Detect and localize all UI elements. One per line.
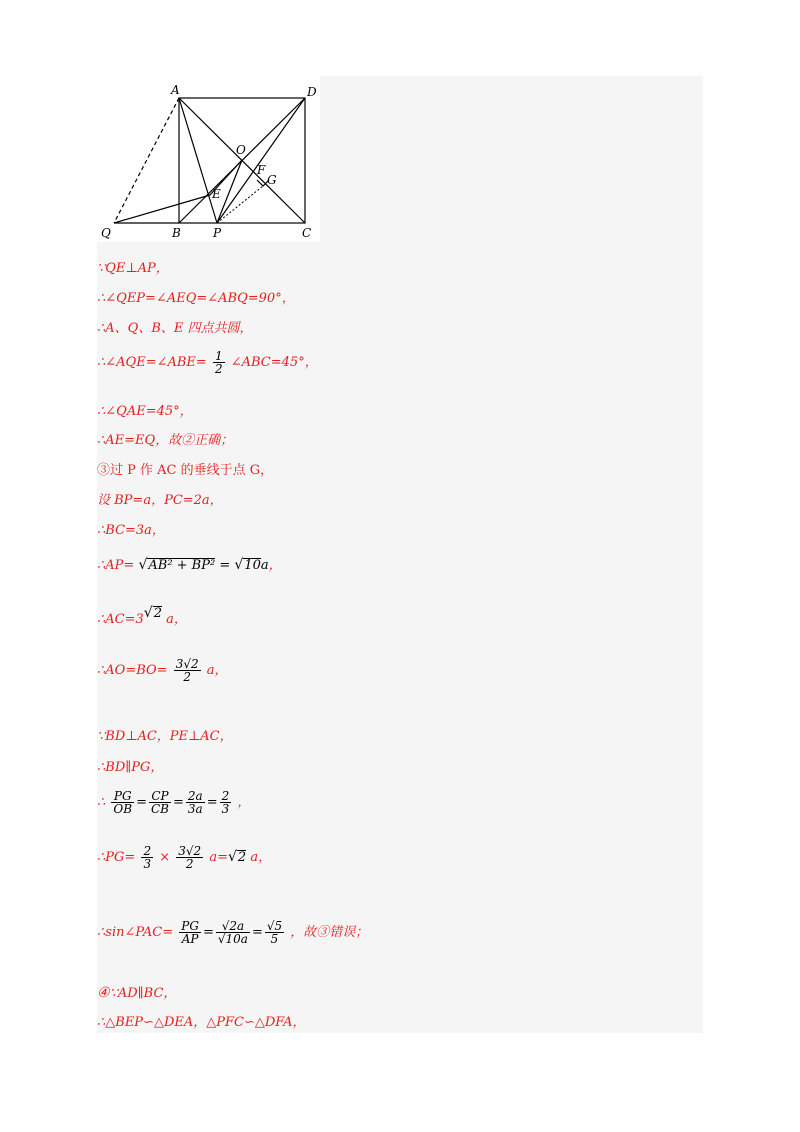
line-2: ∴∠QEP=∠AEQ=∠ABQ=90°， <box>97 291 295 306</box>
line-6: ∴AE=EQ，故②正确； <box>97 433 234 448</box>
fraction-den: OB <box>113 802 133 816</box>
line-16-pre: ∴PG= <box>97 850 136 865</box>
fraction-den: 2 <box>185 857 194 871</box>
line-17-pre: ∴sin∠PAC= <box>97 925 174 940</box>
fraction-pg-ob <box>111 790 134 815</box>
line-19: ∴△BEP∽△DEA，△PFC∽△DFA， <box>97 1015 306 1030</box>
fraction-2-3 <box>141 845 153 870</box>
line-15-pre: ∴ <box>97 795 106 810</box>
sqrt-symbol: √ <box>227 849 237 865</box>
label-g: G <box>267 173 277 187</box>
line-18 <box>97 986 176 1000</box>
line-15-post: ， <box>237 795 251 810</box>
sqrt-10: 10 <box>244 558 261 573</box>
fraction-ao <box>174 658 201 683</box>
line-12-post: a， <box>206 663 228 678</box>
line-4-pre: ∴∠AQE=∠ABE= <box>97 355 207 370</box>
sqrt-symbol: √ <box>234 557 244 573</box>
fraction-pg-ap <box>179 920 201 945</box>
fraction-rt5-5 <box>265 920 284 945</box>
line-7: ③过 P 作 AC 的垂线于点 G， <box>97 463 274 478</box>
line-9: ∴BC=3a， <box>97 523 165 538</box>
line-8: 设 BP=a，PC=2a， <box>97 493 223 508</box>
label-d: D <box>307 85 317 99</box>
fraction-rt2a-rt10a <box>216 920 250 945</box>
fraction-num: PG <box>181 919 199 933</box>
line-4-post: ∠ABC=45°， <box>230 355 318 370</box>
fraction-2-3 <box>220 790 232 815</box>
fraction-den: CB <box>150 802 169 816</box>
geometry-figure <box>97 76 320 242</box>
line-16-mid: a= <box>209 850 228 865</box>
sqrt-symbol: √ <box>143 605 153 621</box>
fraction-2a-3a <box>186 790 205 815</box>
line-3: ∴A、Q、B、E 四点共圆， <box>97 321 253 336</box>
line-16-post: a， <box>250 850 272 865</box>
times-sign: × <box>159 850 171 865</box>
line-11-post: a， <box>166 612 187 627</box>
line-10-post: ， <box>268 558 282 573</box>
fraction-num: 1 <box>214 349 223 363</box>
line-12 <box>97 658 228 683</box>
line-17: ∴sin∠PAC= $\frac{PG}{AP}$ = $\frac{√2a}{√10a}$ = $\frac{√5}{5}$ ，故③错误； <box>97 919 369 946</box>
fraction-num: √5 <box>266 919 283 933</box>
line-14: ∴BD∥PG， <box>97 760 164 775</box>
fraction-num: 3√2 <box>175 657 199 671</box>
geometry-diagram <box>97 76 320 242</box>
circled-four: ④ <box>97 985 110 1001</box>
sqrt-2: 2 <box>153 606 162 621</box>
fraction-half <box>213 350 225 375</box>
label-q: Q <box>101 226 111 240</box>
line-1: ∵QE⊥AP， <box>97 261 169 276</box>
fraction-num: 2 <box>143 844 152 858</box>
sqrt-symbol: √ <box>138 557 148 573</box>
fraction-num: 2 <box>221 789 230 803</box>
label-p: P <box>213 226 222 240</box>
line-17-post: ，故③错误； <box>290 925 369 940</box>
line-10-a: a <box>260 558 269 573</box>
fraction-num: CP <box>149 790 171 803</box>
sqrt-2: 2 <box>237 850 247 865</box>
label-o: O <box>236 143 246 157</box>
line-15: ∴ $\frac{PG}{OB}$ = $\frac{CP}{CB}$ = $\frac{2a}{3a}$ = $\frac{2}{3}$ ， <box>97 789 251 816</box>
fraction-den: 3a <box>187 802 203 816</box>
line-5: ∴∠QAE=45°， <box>97 404 193 419</box>
line-10-pre: ∴AP= <box>97 558 135 573</box>
fraction-den: 5 <box>270 932 279 946</box>
label-a: A <box>171 83 180 97</box>
line-4 <box>97 350 318 375</box>
fraction-den: 2 <box>183 670 191 684</box>
line-11-pre: ∴AC=3 <box>97 612 144 627</box>
fraction-num: √2a <box>216 920 250 933</box>
line-16 <box>97 845 271 870</box>
fraction-den: 3 <box>221 802 230 816</box>
fraction-cp-cb <box>149 790 171 815</box>
fraction-den: 2 <box>214 362 223 376</box>
fraction-den: AP <box>181 932 199 946</box>
line-12-pre: ∴AO=BO= <box>97 663 168 678</box>
fraction-3rt2-2 <box>176 845 203 870</box>
label-e: E <box>212 187 221 201</box>
line-10-eq: = <box>215 558 235 573</box>
label-b: B <box>172 226 181 240</box>
fraction-num: PG <box>111 790 134 803</box>
line-18-text: ∵AD∥BC， <box>109 986 177 1001</box>
fraction-den: √10a <box>217 932 248 946</box>
fraction-num: 3√2 <box>178 844 202 858</box>
fraction-num: 2a <box>187 789 203 803</box>
label-f: F <box>257 163 266 177</box>
line-11 <box>97 606 187 626</box>
label-c: C <box>302 226 312 240</box>
sqrt-ab-bp: AB² + BP² <box>148 558 216 573</box>
line-10 <box>97 558 282 572</box>
fraction-den: 3 <box>143 857 152 871</box>
line-13: ∵BD⊥AC，PE⊥AC， <box>97 729 233 744</box>
